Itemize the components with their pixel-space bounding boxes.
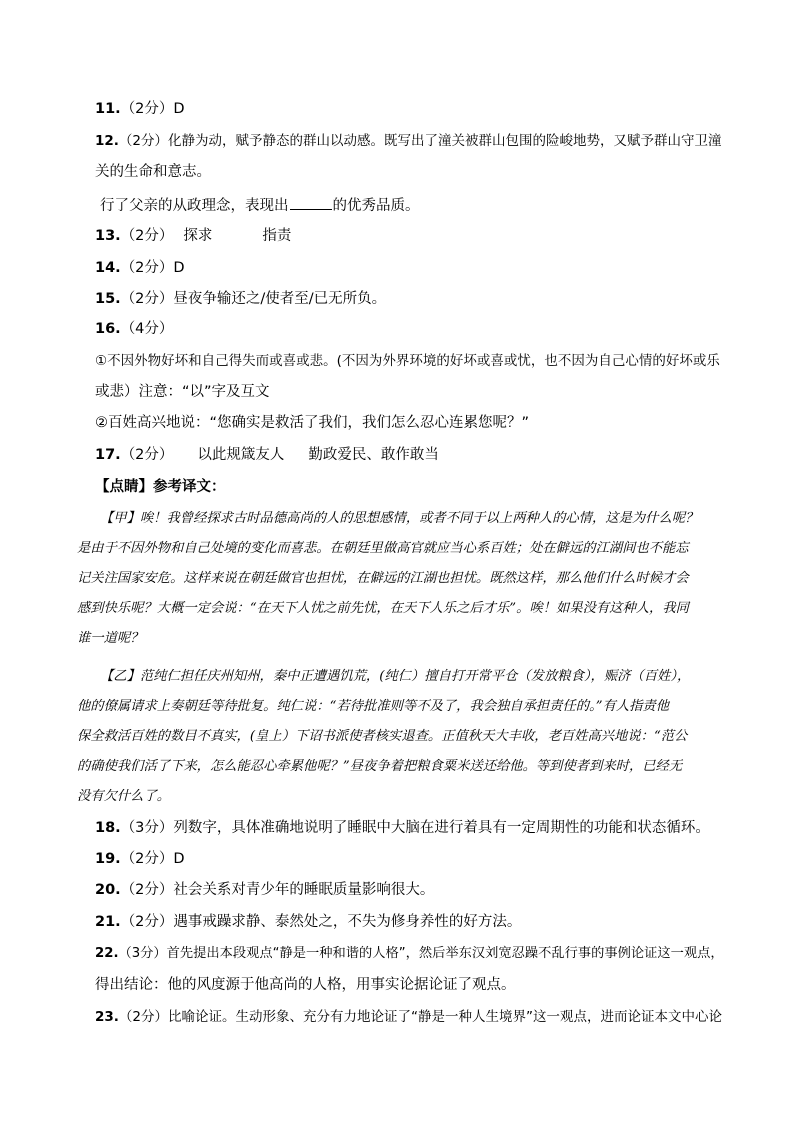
answer-16-line-1 <box>95 351 720 371</box>
answer-22-line-2 <box>95 975 516 995</box>
answer-text: （3分）列数字，具体准确地说明了睡眠中大脑在进行着具有一定周期性的功能和状态循环。 <box>120 820 710 836</box>
answer-text: ②百姓高兴地说：“您确实是救活了我们，我们怎么忍心连累您呢？” <box>95 415 530 431</box>
translation-text: 感到快乐呢？大概一定会说：“在天下人忧之前先忧，在天下人乐之后才乐”。唉！如果没有这种人，我同 <box>77 601 689 616</box>
question-number: 11. <box>95 101 121 117</box>
answer-text: （2分）D <box>120 851 185 867</box>
question-number: 12. <box>95 133 119 149</box>
answer-text: （2分）化静为动，赋予静态的群山以动感。既写出了潼关被群山包围的险峻地势，又赋予群山守卫潼 <box>118 133 722 149</box>
heading-text: 【点睛】参考译文： <box>95 479 226 495</box>
answer-part-2: 指责 <box>262 228 292 244</box>
answer-text: （2分） <box>120 228 174 244</box>
blank-after-text: 的优秀品质。 <box>332 198 420 214</box>
answer-22-line-1 <box>95 944 724 964</box>
question-number: 13. <box>95 228 121 244</box>
answer-text: 或悲）注意：“以”字及互文 <box>95 384 270 400</box>
translation-text: 是由于不因外物和自己处境的变化而喜悲。在朝廷里做高官就应当心系百姓；处在僻远的江湖间也不能忘 <box>77 541 689 556</box>
translation-text: 他的僚属请求上奏朝廷等待批复。纯仁说：“若待批准则等不及了，我会独自承担责任的。”有人指责他 <box>77 699 670 714</box>
translation-text: 没有欠什么了。 <box>77 789 171 804</box>
question-number: 20. <box>95 882 121 898</box>
translation-jia-line-2 <box>77 539 689 559</box>
answer-14 <box>95 258 185 278</box>
translation-text: 【甲】唉！我曾经探求古时品德高尚的人的思想感情，或者不同于以上两种人的心情，这是为什么呢？ <box>100 511 699 526</box>
answer-text: （2分） <box>120 447 174 463</box>
answer-text: 关的生命和意志。 <box>95 164 211 180</box>
answer-text: ①不因外物好坏和自己得失而或喜或悲。(不因为外界环境的好坏或喜或忧，也不因为自己心情的好坏或乐 <box>95 353 720 369</box>
translation-jia-line-4 <box>77 599 689 619</box>
translation-yi-line-3 <box>77 727 687 747</box>
answer-18 <box>95 818 710 838</box>
answer-part-2: 勤政爱民、敢作敢当 <box>308 447 439 463</box>
answer-12-line-1 <box>95 131 722 151</box>
translation-text: 记关注国家安危。这样来说在朝廷做官也担忧，在僻远的江湖也担忧。既然这样，那么他们什么时候才会 <box>77 571 689 586</box>
answer-16 <box>95 319 173 339</box>
answer-text: （2分）社会关系对青少年的睡眠质量影响很大。 <box>120 882 435 898</box>
answer-16-line-2 <box>95 382 270 402</box>
answer-17 <box>95 445 439 465</box>
translation-jia-line-5 <box>77 629 143 649</box>
answer-text: （2分）D <box>120 260 185 276</box>
blank-underline <box>290 195 332 210</box>
answer-21 <box>95 912 521 932</box>
question-number: 14. <box>95 260 121 276</box>
answer-text: （3分）首先提出本段观点“静是一种和谐的人格”，然后举东汉刘宽忍躁不乱行事的事例论证这一观点， <box>118 946 724 961</box>
question-number: 16. <box>95 321 121 337</box>
answer-13 <box>95 226 291 246</box>
question-number: 23. <box>95 1009 119 1025</box>
answer-part-1: 以此规箴友人 <box>197 447 285 463</box>
question-number: 21. <box>95 914 121 930</box>
translation-jia-line-3 <box>77 569 689 589</box>
answer-text: （2分）遇事戒躁求静、泰然处之，不失为修身养性的好方法。 <box>120 914 522 930</box>
answer-12-line-2 <box>95 162 211 182</box>
answer-part-1: 探求 <box>183 228 213 244</box>
answer-20 <box>95 880 434 900</box>
answer-16-line-3 <box>95 413 529 433</box>
question-number: 17. <box>95 447 121 463</box>
dianjing-heading <box>95 477 226 497</box>
translation-jia-line-1 <box>100 509 698 529</box>
answer-23-line-1 <box>95 1007 722 1027</box>
answer-text: （4分） <box>120 321 174 337</box>
translation-yi-line-5 <box>77 787 170 807</box>
translation-yi-line-2 <box>77 697 669 717</box>
answer-text: 得出结论：他的风度源于他高尚的人格，用事实论据论证了观点。 <box>95 977 516 993</box>
question-number: 19. <box>95 851 121 867</box>
translation-yi-line-4 <box>77 757 682 777</box>
translation-text: 【乙】范纯仁担任庆州知州，秦中正遭遇饥荒，(纯仁）擅自打开常平仓（发放粮食），赈济（百姓）， <box>100 669 691 684</box>
answer-text: （2分）比喻论证。生动形象、充分有力地论证了“静是一种人生境界”这一观点，进而论证本文中心论 <box>118 1009 722 1025</box>
question-number: 22. <box>95 946 119 961</box>
question-number: 15. <box>95 291 121 307</box>
question-number: 18. <box>95 820 121 836</box>
translation-text: 谁一道呢？ <box>77 631 144 646</box>
blank-before-text: 行了父亲的从政理念，表现出 <box>100 198 289 214</box>
answer-15 <box>95 289 386 309</box>
fill-in-blank-line <box>100 195 420 216</box>
translation-text: 保全救活百姓的数目不真实，(皇上）下诏书派使者核实退查。正值秋天大丰收，老百姓高兴地说：“范公 <box>77 729 688 744</box>
answer-19 <box>95 849 185 869</box>
answer-11 <box>95 99 185 119</box>
answer-text: （2分）昼夜争输还之/使者至/已无所负。 <box>120 291 387 307</box>
answer-text: （2分）D <box>120 101 185 117</box>
translation-text: 的确使我们活了下来，怎么能忍心牵累他呢？”昼夜争着把粮食粟米送还给他。等到使者到来时，已经无 <box>77 759 683 774</box>
translation-yi-line-1 <box>100 667 690 687</box>
